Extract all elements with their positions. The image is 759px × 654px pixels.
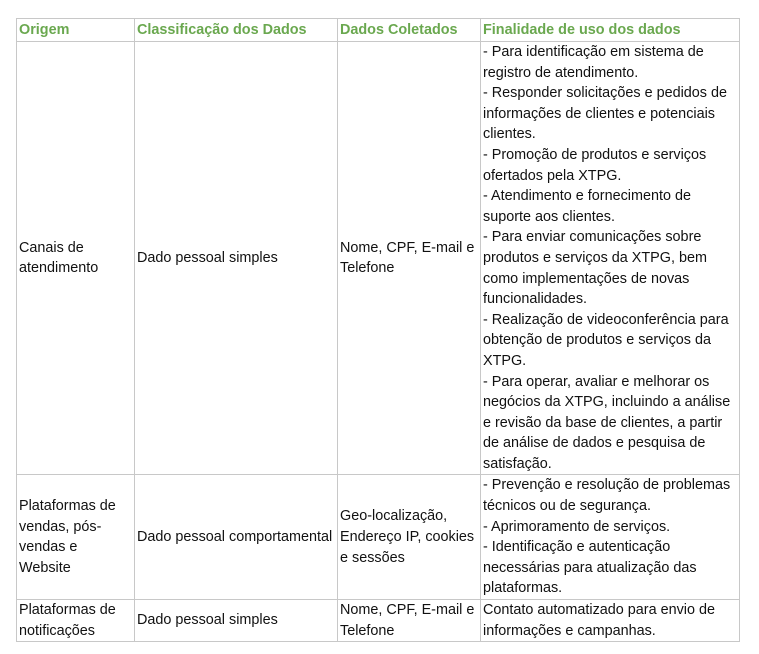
header-dados-coletados: Dados Coletados (338, 19, 481, 42)
purpose-item: - Para identificação em sistema de registro de atendimento. (483, 44, 704, 81)
header-origem: Origem (17, 19, 135, 42)
cell-classificacao: Dado pessoal comportamental (135, 475, 338, 600)
cell-origem: Plataformas de notificações (17, 600, 135, 642)
cell-origem: Canais de atendimento (17, 42, 135, 475)
cell-dados-coletados: Nome, CPF, E-mail e Telefone (338, 600, 481, 642)
purpose-item: - Responder solicitações e pedidos de informações de clientes e potenciais clientes. (483, 85, 727, 143)
purpose-item: - Aprimoramento de serviços. (483, 518, 671, 535)
cell-finalidade (481, 42, 740, 475)
header-classificacao: Classificação dos Dados (135, 19, 338, 42)
cell-classificacao: Dado pessoal simples (135, 42, 338, 475)
cell-dados-coletados: Geo-localização, Endereço IP, cookies e sessões (338, 475, 481, 600)
cell-finalidade (481, 475, 740, 600)
header-finalidade: Finalidade de uso dos dados (481, 19, 740, 42)
table-row (17, 42, 740, 475)
purpose-item: - Para operar, avaliar e melhorar os negócios da XTPG, incluindo a análise e revisão da base de clientes, a partir de análise de dados e pesquisa de satisfação. (483, 373, 731, 472)
purpose-item: - Prevenção e resolução de problemas técnicos ou de segurança. (483, 477, 731, 515)
cell-dados-coletados: Nome, CPF, E-mail e Telefone (338, 42, 481, 475)
purpose-item: - Atendimento e fornecimento de suporte aos clientes. (483, 188, 691, 225)
cell-origem: Plataformas de vendas, pós-vendas e Website (17, 475, 135, 600)
purpose-item: - Realização de videoconferência para obtenção de produtos e serviços da XTPG. (483, 311, 729, 369)
cell-classificacao: Dado pessoal simples (135, 600, 338, 642)
data-usage-table (16, 18, 740, 642)
purpose-item: - Para enviar comunicações sobre produtos e serviços da XTPG, bem como implementações de novas funcionalidades. (483, 229, 707, 308)
table-header-row (17, 19, 740, 42)
table-row (17, 475, 740, 600)
purpose-item: Contato automatizado para envio de informações e campanhas. (483, 602, 716, 639)
purpose-item: - Promoção de produtos e serviços ofertados pela XTPG. (483, 146, 707, 184)
purpose-item: - Identificação e autenticação necessárias para atualização das plataformas. (483, 539, 697, 597)
table-row (17, 600, 740, 642)
cell-finalidade (481, 600, 740, 642)
